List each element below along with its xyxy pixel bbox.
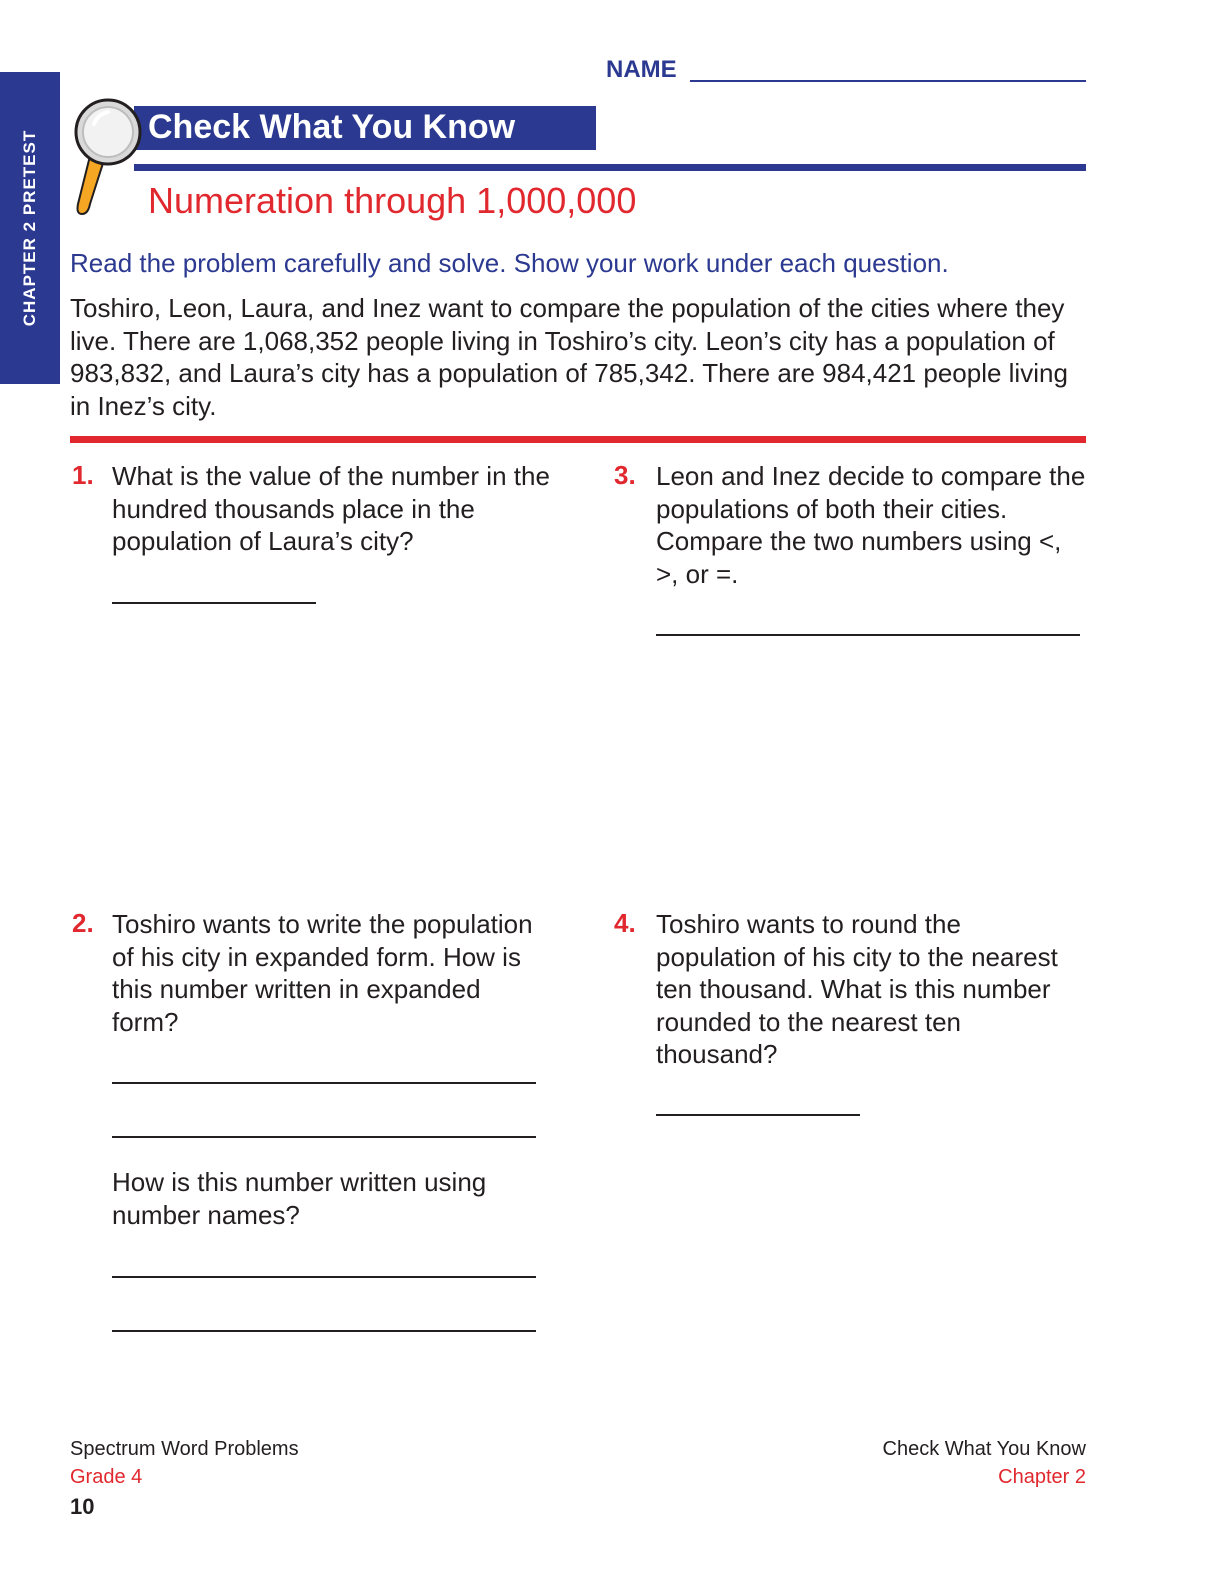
name-answer-line[interactable] (690, 80, 1086, 82)
footer-book-title: Spectrum Word Problems (70, 1438, 299, 1460)
problem-passage: Toshiro, Leon, Laura, and Inez want to compare the population of the cities where they live. There are 1,068,352 people living in Toshiro’s city. Leon’s city has a population of 983,832, and Laura’s city has a population of 785,342. There are 984,421 people living in Inez’s city. (70, 293, 1068, 421)
question-3-number: 3. (614, 460, 636, 490)
question-1-answer-line[interactable] (112, 602, 316, 604)
question-3-text: Leon and Inez decide to compare the populations of both their cities. Compare the two numbers using <, >, or =. (656, 461, 1086, 589)
question-2-text: Toshiro wants to write the population of his city in expanded form. How is this number written in expanded form? (112, 909, 533, 1037)
instructions: Read the problem carefully and solve. Show your work under each question. (70, 248, 949, 278)
question-2-answer-line-2[interactable] (112, 1136, 536, 1138)
question-2-followup-text: How is this number written using number names? (112, 1167, 487, 1230)
footer-chapter: Chapter 2 (998, 1466, 1086, 1488)
question-2-followup-answer-line-1[interactable] (112, 1276, 536, 1278)
chapter-side-tab (0, 72, 60, 384)
section-divider (70, 436, 1086, 443)
header-rule (134, 164, 1086, 171)
question-3-answer-line[interactable] (656, 634, 1080, 636)
question-4-number: 4. (614, 908, 636, 938)
question-1-number: 1. (72, 460, 94, 490)
question-1-text: What is the value of the number in the hundred thousands place in the population of Laura’s city? (112, 461, 550, 556)
footer-grade: Grade 4 (70, 1466, 143, 1488)
magnifying-glass-icon (70, 96, 146, 220)
question-2-number: 2. (72, 908, 94, 938)
footer-section-title: Check What You Know (882, 1438, 1086, 1460)
chapter-side-tab-label: CHAPTER 2 PRETEST (20, 129, 39, 327)
question-4-text: Toshiro wants to round the population of his city to the nearest ten thousand. What is this number rounded to the nearest ten thousand? (656, 909, 1058, 1069)
question-2-followup-answer-line-2[interactable] (112, 1330, 536, 1332)
page-subtitle: Numeration through 1,000,000 (148, 180, 637, 221)
page-number: 10 (70, 1494, 95, 1519)
question-2-answer-line-1[interactable] (112, 1082, 536, 1084)
question-4-answer-line[interactable] (656, 1114, 860, 1116)
name-label: NAME (606, 56, 677, 83)
page-title: Check What You Know (148, 108, 516, 146)
